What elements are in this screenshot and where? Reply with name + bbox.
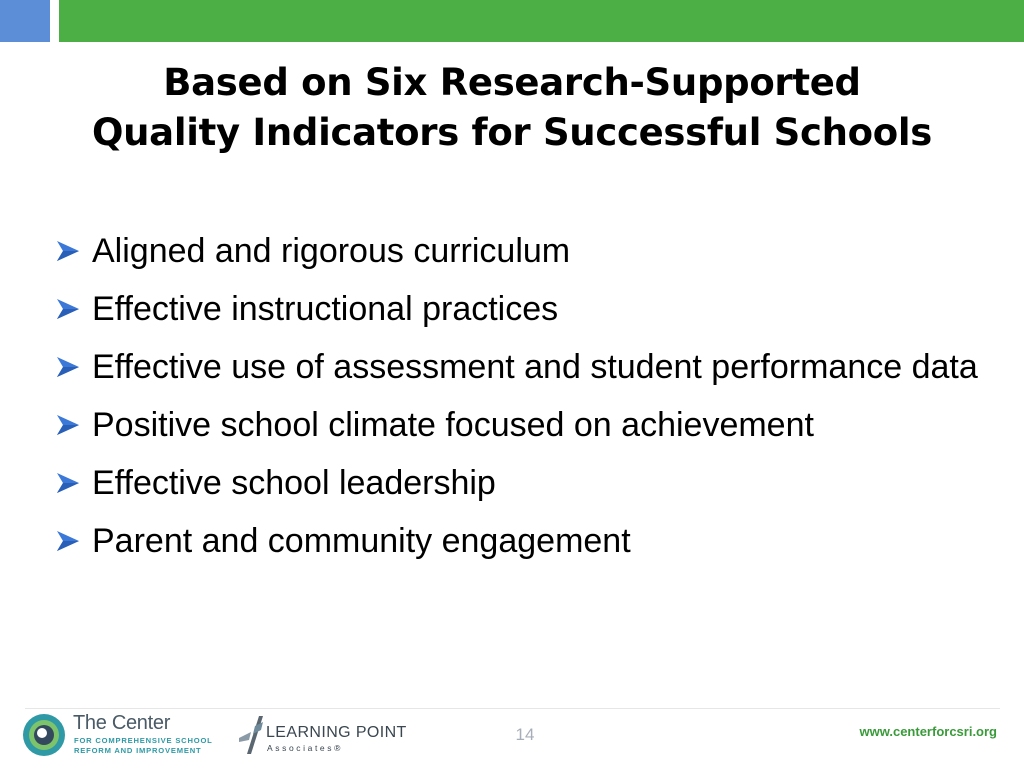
- arrow-right-icon: [55, 240, 81, 262]
- title-line-1: Based on Six Research-Supported: [163, 61, 861, 104]
- center-logo-icon: [22, 713, 66, 757]
- bullet-item: [55, 228, 985, 274]
- page-number: 14: [515, 725, 535, 744]
- arrow-right-icon: [55, 530, 81, 552]
- arrow-right-icon: [55, 472, 81, 494]
- center-logo: [22, 712, 222, 762]
- footer-divider: [25, 708, 1000, 709]
- bullet-item: [55, 286, 985, 332]
- bullet-text: Aligned and rigorous curriculum: [92, 232, 571, 270]
- center-logo-subtitle: [74, 736, 213, 756]
- center-logo-name: The Center: [73, 712, 171, 734]
- learning-point-logo: [237, 714, 412, 758]
- bullet-list: [55, 228, 985, 576]
- bullet-text: Effective use of assessment and student performance data: [92, 348, 978, 386]
- title-line-2: Quality Indicators for Successful Schools: [91, 111, 933, 154]
- learning-point-name: LEARNING POINT: [266, 724, 407, 741]
- bullet-item: [55, 460, 985, 506]
- learning-point-mark-icon: [237, 714, 265, 756]
- header-green-bar: [59, 0, 1024, 42]
- arrow-right-icon: [55, 298, 81, 320]
- bullet-text: Positive school climate focused on achievement: [92, 406, 814, 444]
- center-logo-sub-line-2: REFORM AND IMPROVEMENT: [74, 746, 202, 755]
- learning-point-subtitle: Associates®: [267, 743, 343, 753]
- bullet-item: [55, 518, 985, 564]
- bullet-item: [55, 402, 985, 448]
- bullet-text: Effective instructional practices: [92, 290, 559, 328]
- bullet-item: [55, 344, 985, 390]
- arrow-right-icon: [55, 356, 81, 378]
- bullet-text: Effective school leadership: [92, 464, 496, 502]
- arrow-right-icon: [55, 414, 81, 436]
- bullet-text: Parent and community engagement: [92, 522, 631, 560]
- footer-url-link[interactable]: www.centerforcsri.org: [859, 724, 997, 739]
- center-logo-sub-line-1: FOR COMPREHENSIVE SCHOOL: [74, 736, 213, 745]
- header-blue-block: [0, 0, 50, 42]
- slide-title: [0, 58, 1024, 158]
